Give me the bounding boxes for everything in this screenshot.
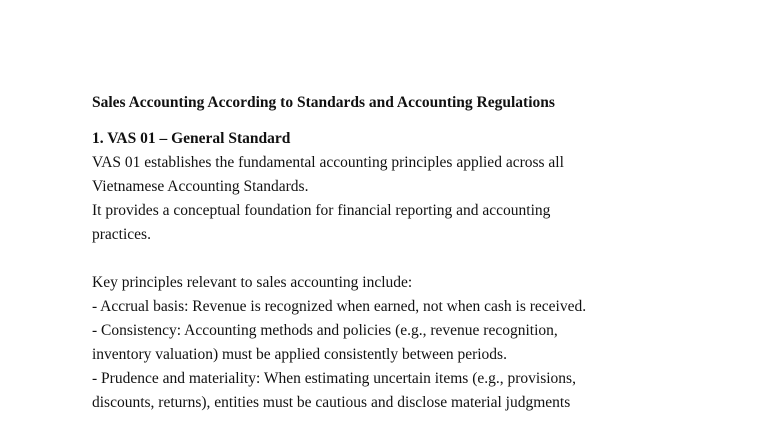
intro-line: practices.	[92, 226, 151, 243]
section-heading: 1. VAS 01 – General Standard	[92, 130, 291, 147]
intro-line: It provides a conceptual foundation for financial reporting and accounting	[92, 202, 551, 219]
document-page	[92, 93, 752, 415]
principle-line: - Accrual basis: Revenue is recognized when earned, not when cash is received.	[92, 298, 587, 315]
principle-line: - Prudence and materiality: When estimating uncertain items (e.g., provisions,	[92, 370, 576, 387]
principles-paragraph	[92, 271, 752, 415]
intro-paragraph	[92, 151, 752, 247]
principle-line: inventory valuation) must be applied consistently between periods.	[92, 346, 507, 363]
principle-line: discounts, returns), entities must be cautious and disclose material judgments	[92, 394, 571, 411]
document-title: Sales Accounting According to Standards and Accounting Regulations	[92, 94, 555, 111]
principle-line: - Consistency: Accounting methods and policies (e.g., revenue recognition,	[92, 322, 558, 339]
principles-intro-line: Key principles relevant to sales accounting include:	[92, 274, 413, 291]
paragraph-spacer	[92, 247, 752, 271]
intro-line: Vietnamese Accounting Standards.	[92, 178, 309, 195]
intro-line: VAS 01 establishes the fundamental accounting principles applied across all	[92, 154, 564, 171]
